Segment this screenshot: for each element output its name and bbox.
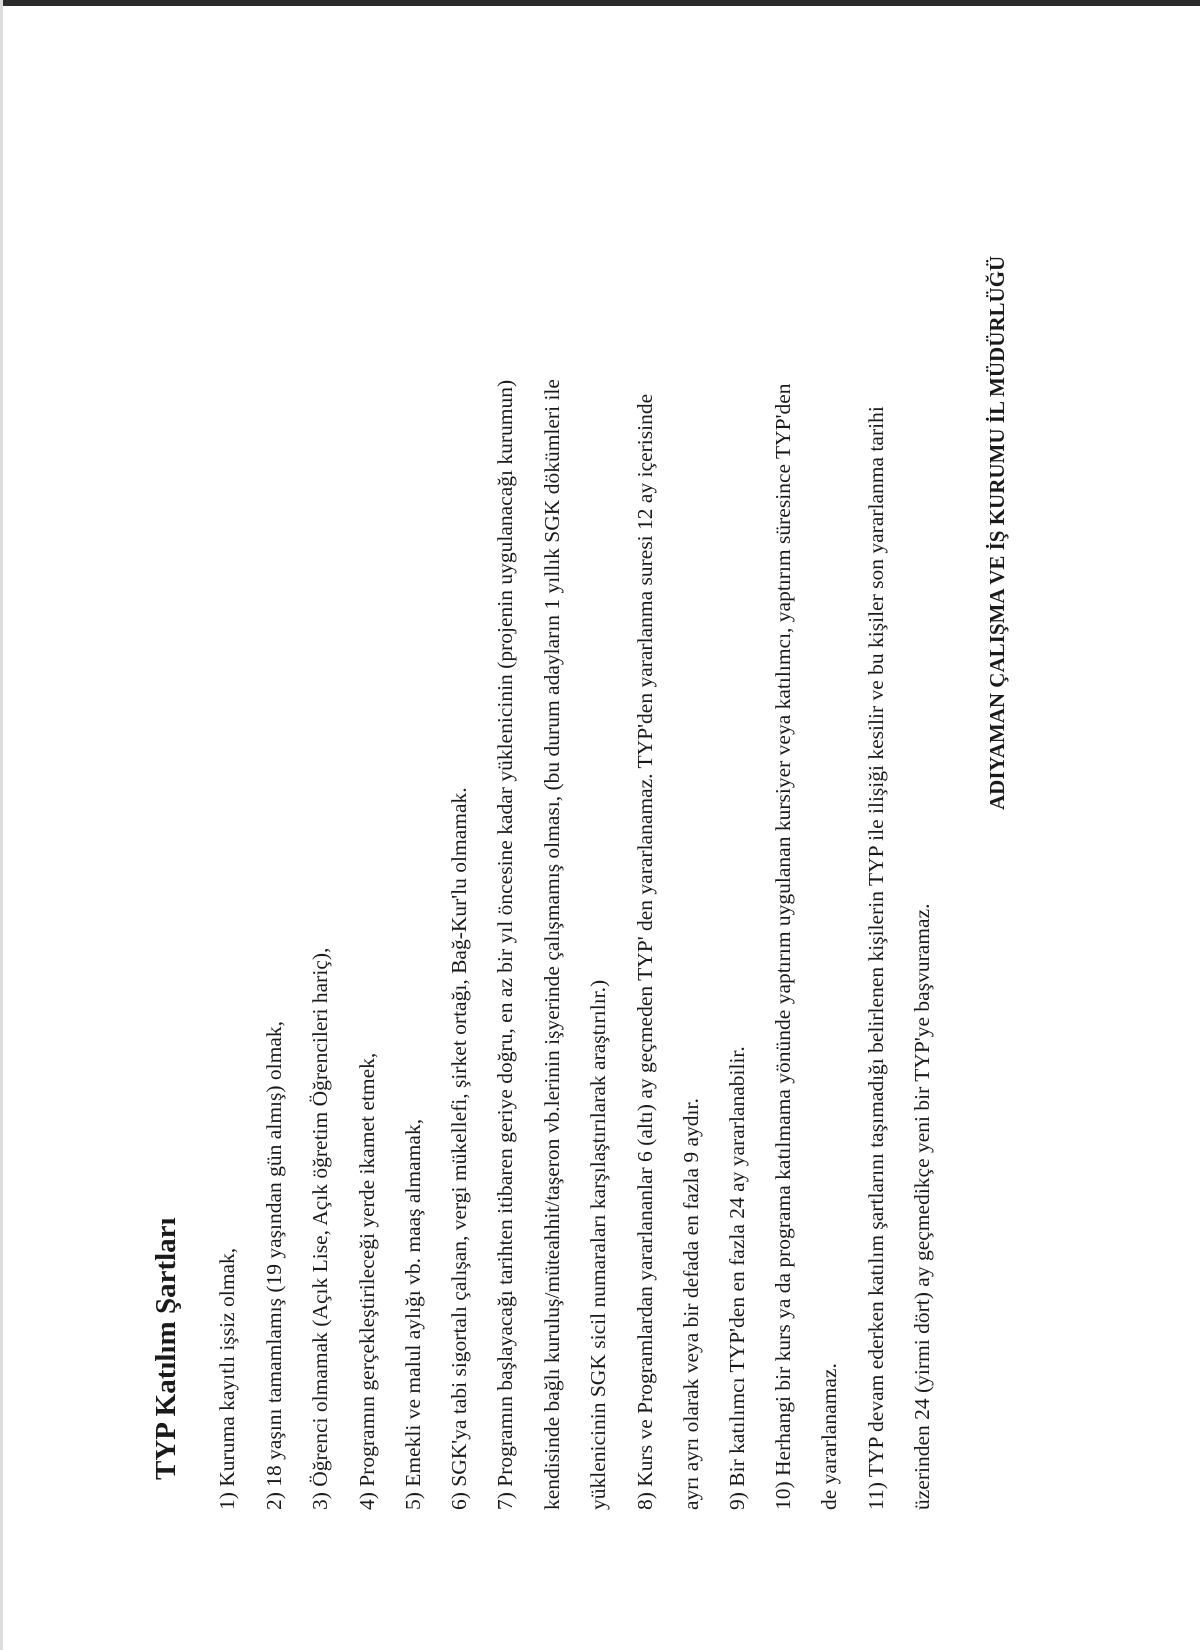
condition-line-5: 5) Emekli ve malul aylığı vb. maaş almamak,: [401, 1118, 425, 1510]
scan-edge-top: [0, 0, 1200, 6]
condition-line-11-cont: üzerinden 24 (yirmi dört) ay geçmedikçe yeni bir TYP'ye başvuramaz.: [910, 903, 934, 1510]
condition-line-11: 11) TYP devam ederken katılım şartlarını taşımadığı belirlenen kişilerin TYP ile ilişiği kesilir ve bu kişiler son yararlanma tarihi: [864, 406, 888, 1510]
condition-line-9: 9) Bir katılımcı TYP'den en fazla 24 ay yararlanabilir.: [725, 1046, 749, 1510]
condition-line-10: 10) Herhangi bir kurs ya da programa katılmama yönünde yaptırım uygulanan kursiyer veya katılımcı, yaptırım süresince TYP'den: [771, 383, 795, 1510]
issuer-footer: ADIYAMAN ÇALIŞMA VE İŞ KURUMU İL MÜDÜRLÜĞÜ: [985, 255, 1009, 810]
condition-line-8: 8) Kurs ve Programlardan yararlananlar 6 (altı) ay geçmeden TYP' den yararlanamaz. TYP'den yararlanma suresi 12 ay içerisinde: [633, 393, 657, 1510]
condition-line-7-cont-1: kendisinde bağlı kuruluş/müteahhit/taşeron vb.lerinin işyerinde çalışmamış olması, (bu durum adayların 1 yıllık SGK dökümleri ile: [540, 379, 564, 1510]
document-page: [0, 150, 1009, 1650]
condition-line-1: 1) Kuruma kayıtlı işsiz olmak,: [215, 1247, 239, 1510]
condition-line-10-cont: de yararlanamaz.: [817, 1363, 841, 1510]
condition-line-3: 3) Öğrenci olmamak (Açık Lise, Açık öğretim Öğrencileri hariç),: [308, 947, 332, 1510]
document-title: TYP Katılım Şartları: [150, 1217, 182, 1480]
condition-line-2: 2) 18 yaşını tamamlamış (19 yaşından gün almış) olmak,: [262, 1020, 286, 1510]
condition-line-7: 7) Programın başlayacağı tarihten itibaren geriye doğru, en az bir yıl öncesine kadar yüklenicinin (projenin uygulanacağı kurumun): [493, 379, 517, 1510]
condition-line-4: 4) Programın gerçekleştirileceği yerde ikamet etmek,: [355, 1052, 379, 1510]
condition-line-7-cont-2: yüklenicinin SGK sicil numaraları karşılaştırılarak araştırılır.): [586, 979, 610, 1510]
condition-line-8-cont: ayrı ayrı olarak veya bir defada en fazla 9 aydır.: [679, 1098, 703, 1510]
condition-line-6: 6) SGK'ya tabi sigortalı çalışan, vergi mükellefi, şirket ortağı, Bağ-Kur'lu olmamak.: [447, 787, 471, 1510]
